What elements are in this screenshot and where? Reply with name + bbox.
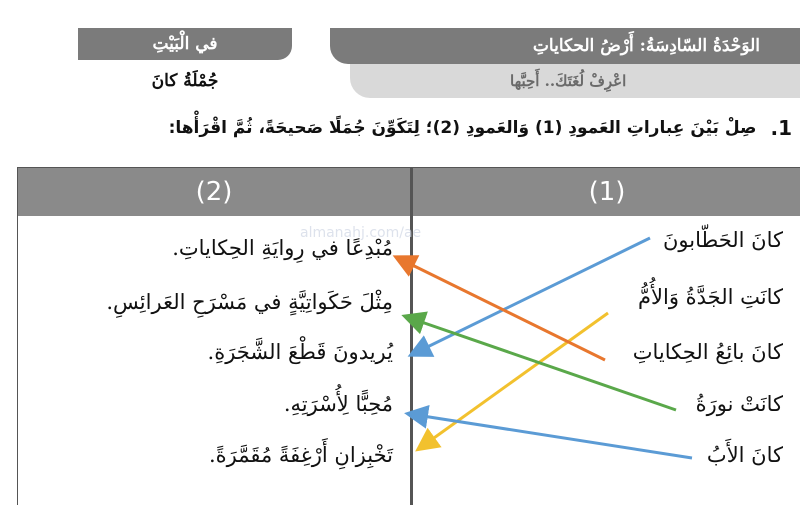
col1-item: كانَتْ نورَةُ (695, 392, 783, 416)
site-watermark: almanahj.com/ae (300, 225, 422, 241)
exercise-number: 1. (770, 116, 792, 140)
match-line (410, 414, 692, 458)
section-title: اعْرِفْ لُغَتَكَ.. أَحِبَّها (510, 72, 627, 90)
col1-item: كانَتِ الجَدَّةُ وَالأُمُّ (638, 285, 783, 309)
col2-item: يُريدونَ قَطْعَ الشَّجَرَةِ. (207, 340, 393, 364)
match-line (420, 313, 608, 448)
col2-item: مِثْلَ حَكَواتِيَّةٍ في مَسْرَحِ العَرائِسِ. (106, 290, 393, 314)
match-line (407, 317, 676, 410)
unit-title: الوَحْدَةُ السّادِسَةُ: أَرْضُ الحكاياتِ (532, 36, 760, 56)
lesson-title: جُمْلَةُ كانَ (151, 71, 219, 91)
location-title: في الْبَيْتِ (152, 34, 218, 54)
col2-item: مُبْدِعًا في رِوايَةِ الحِكاياتِ. (172, 236, 393, 260)
col2-item: مُحِبًّا لِأُسْرَتِهِ. (283, 392, 393, 416)
match-line (413, 238, 650, 354)
col1-item: كانَ بائِعُ الحِكاياتِ (632, 340, 783, 364)
instruction-text: صِلْ بَيْنَ عِباراتِ العَمودِ (1) وَالعَمودِ (2)؛ لِتَكَوِّنَ جُمَلًا صَحيحَةً، ثُمَّ اقْرَأْها: (168, 118, 757, 138)
column-1-header: (1) (413, 168, 800, 216)
column-2-header: (2) (18, 168, 410, 216)
col1-item: كانَ الأَبُ (706, 443, 783, 467)
col1-item: كانَ الحَطّابونَ (662, 228, 783, 252)
col2-item: تَخْبِزانِ أَرْغِفَةً مُقَمَّرَةً. (208, 443, 393, 467)
